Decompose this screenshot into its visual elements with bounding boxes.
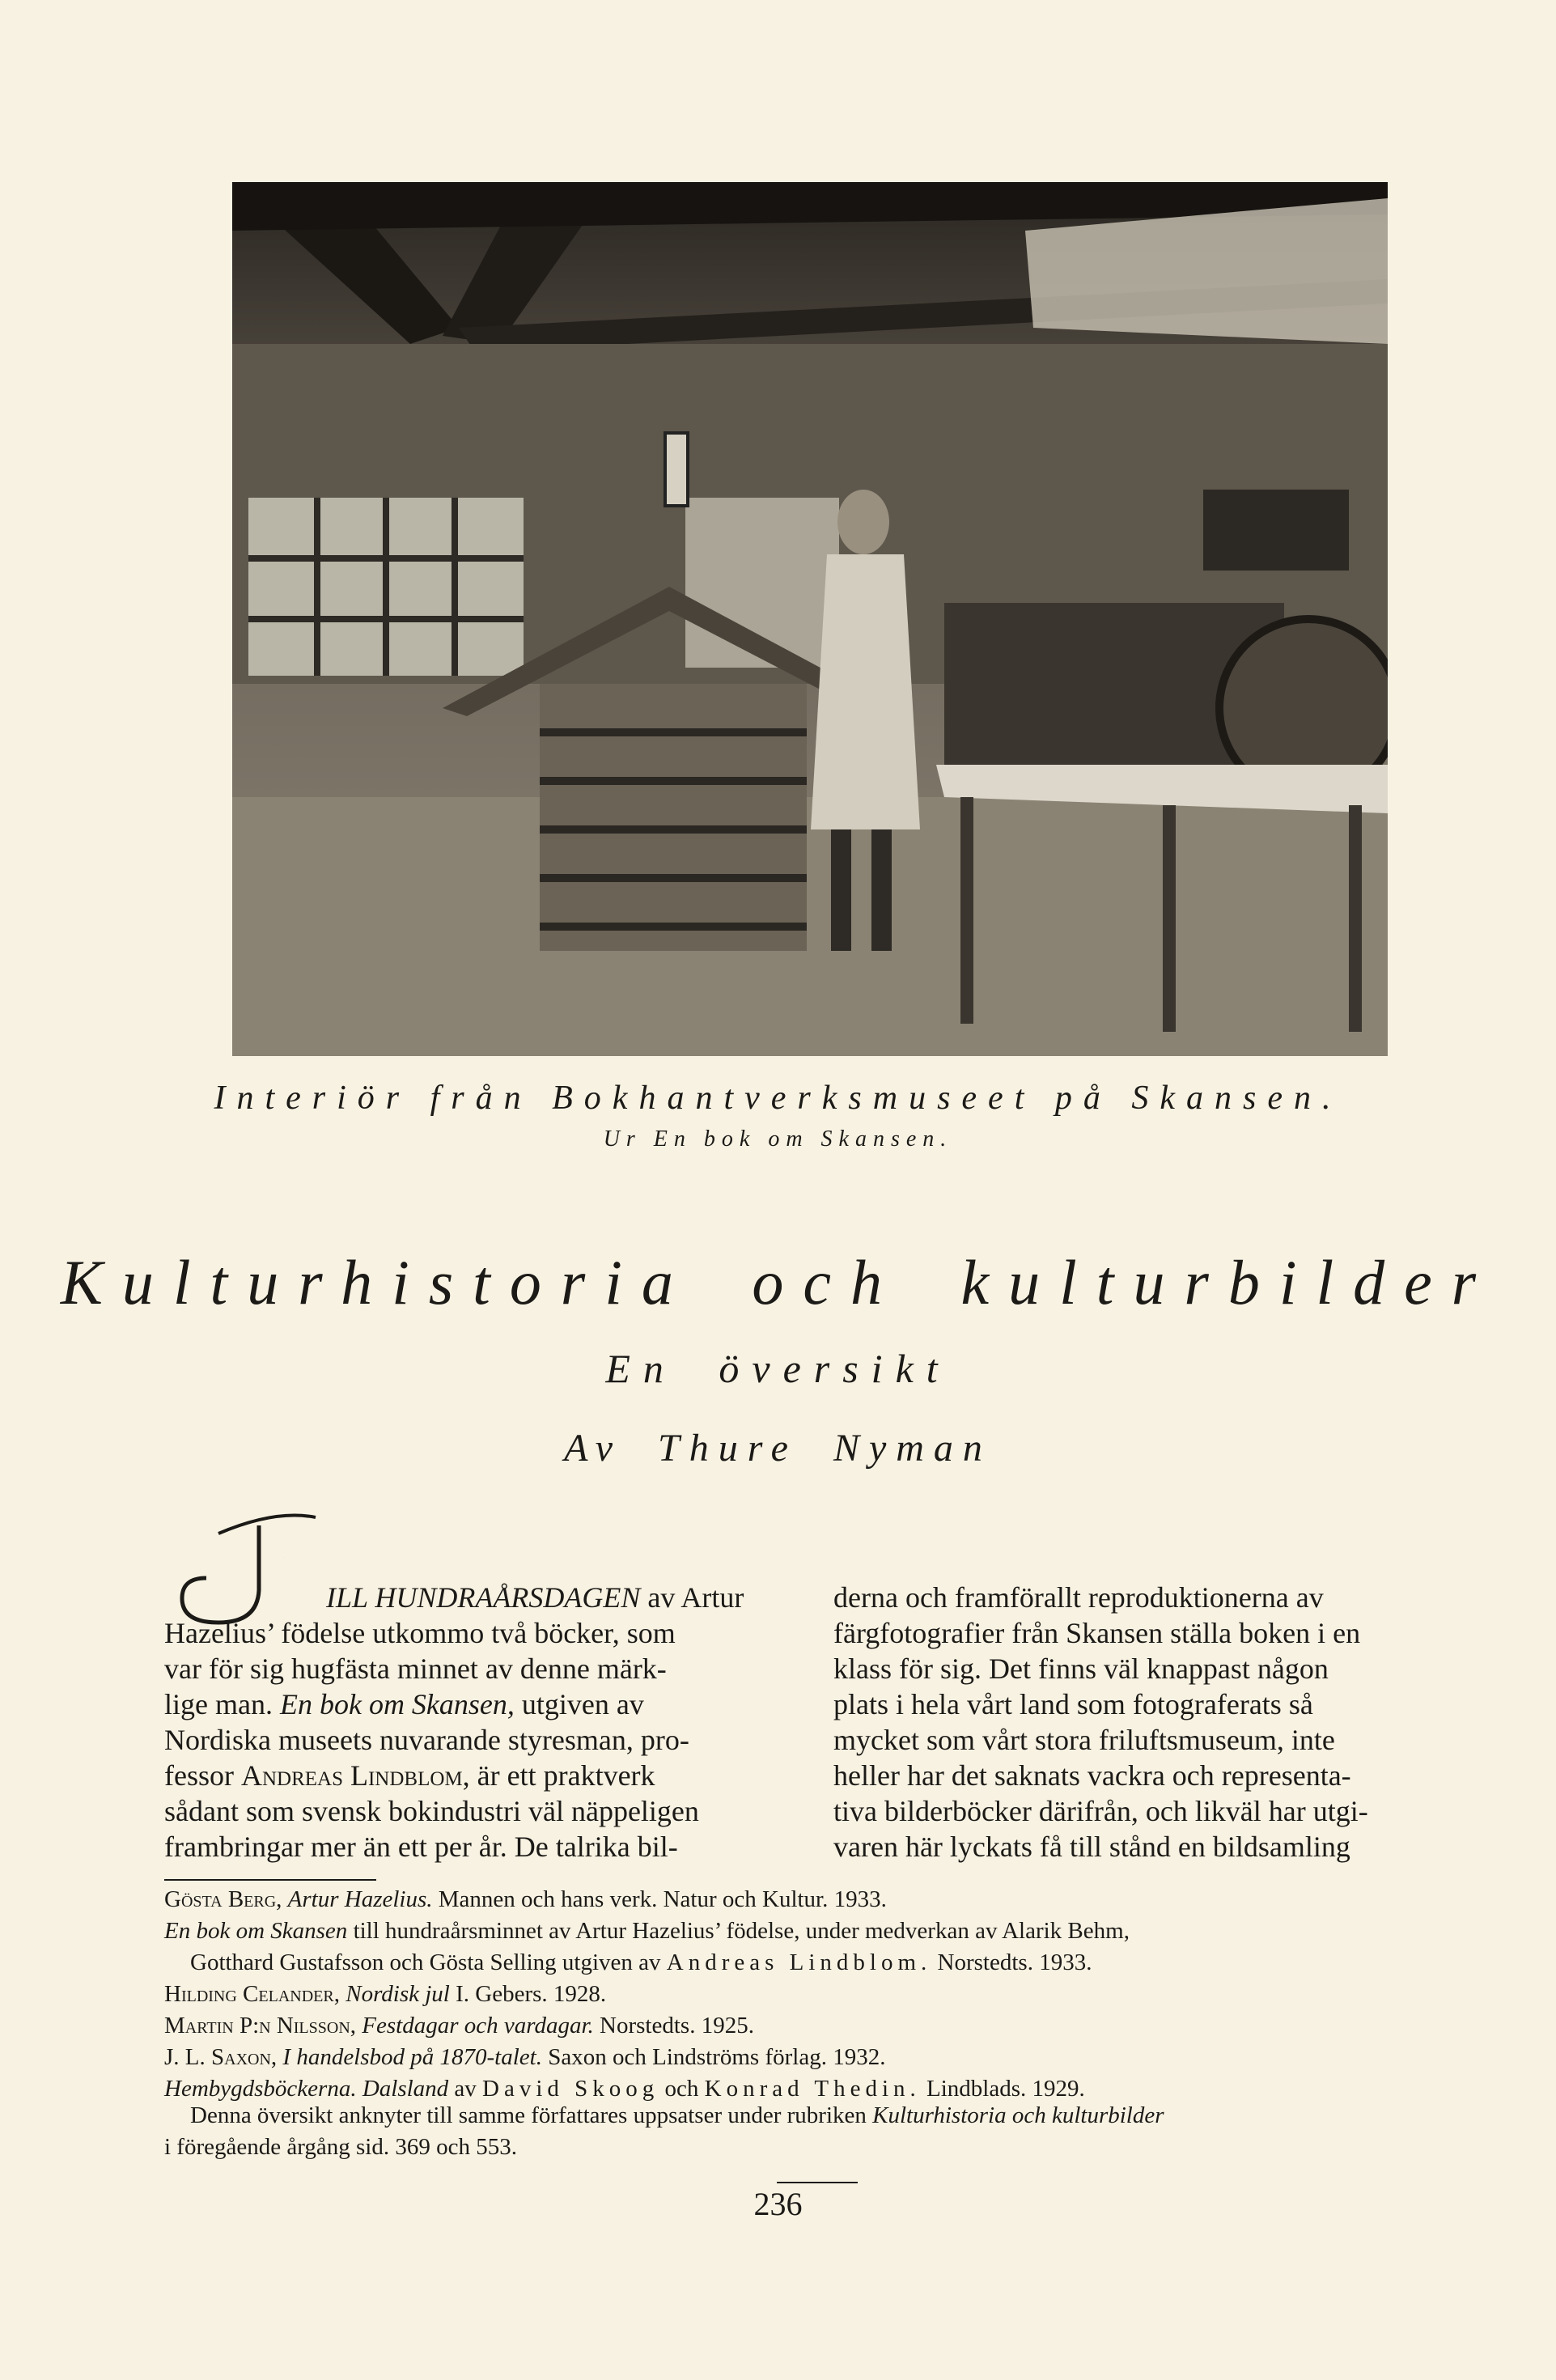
left-column [164, 1580, 803, 1865]
left-p3: är ett praktverk sådant som svensk bokindustri väl näppeligen frambringar mer än ett per år. De talrika bil- [164, 1759, 699, 1863]
page-number-rule [777, 2182, 858, 2183]
reference-item: Hembygdsböckerna. Dalsland av David Skoog och Konrad Thedin. Lindblads. 1929. [164, 2076, 1085, 2102]
right-column: derna och framförallt reproduktionerna av färgfotografier från Skansen ställa boken i en klass för sig. Det finns väl knappast någon plats i hela vårt land som fotograferats så mycket som vårt stora friluftsmuseum, inte heller har det saknats vackra och representa- tiva bilderböcker därifrån, och likväl har utgi- varen här lyckats få till stånd en bildsamling [833, 1581, 1368, 1863]
drop-cap-letter: T [283, 1558, 284, 1559]
photo-credit: Ur En bok om Skansen. [603, 1126, 953, 1152]
footnote-rule [164, 1879, 376, 1881]
cross-reference-note: Denna översikt anknyter till samme författares uppsatser under rubriken Kulturhistoria och kulturbilder i föregående årgång sid. 369 och 553. [164, 2102, 1164, 2160]
reference-item: En bok om Skansen till hundraårsminnet av Artur Hazelius’ födelse, under medverkan av Alarik Behm, [164, 1918, 1130, 1944]
left-p1: av Artur Hazelius’ födelse utkommo två böcker, som var för sig hugfästa minnet av denne märk- lige man. [164, 1581, 744, 1720]
article-author: Av Thure Nyman [564, 1427, 992, 1470]
reference-list [164, 1884, 1475, 2105]
article-title: Kulturhistoria och kulturbilder [60, 1247, 1496, 1317]
reference-item: Hilding Celander, Nordisk jul I. Gebers. 1928. [164, 1981, 607, 2007]
book-title-inline: En bok om Skansen, [279, 1688, 515, 1720]
workshop-photo [232, 182, 1388, 1056]
editor-name: Andreas Lindblom, [240, 1759, 470, 1792]
article-subtitle: En översikt [605, 1346, 951, 1391]
reference-item-cont: Gotthard Gustafsson och Gösta Selling utgiven av Andreas Lindblom. Norstedts. 1933. [190, 1949, 1092, 1975]
lead-italic: ILL HUNDRAÅRSDAGEN [326, 1581, 641, 1614]
reference-item: Gösta Berg, Artur Hazelius. Mannen och hans verk. Natur och Kultur. 1933. [164, 1886, 887, 1912]
page-number: 236 [753, 2186, 803, 2222]
photo-caption: Interiör från Bokhantverksmuseet på Skansen. [214, 1080, 1342, 1117]
left-p2: utgiven av Nordiska museets nuvarande styresman, pro- fessor [164, 1688, 689, 1792]
reference-item: J. L. Saxon, I handelsbod på 1870-talet. Saxon och Lindströms förlag. 1932. [164, 2044, 886, 2070]
reference-item: Martin P:n Nilsson, Festdagar och vardagar. Norstedts. 1925. [164, 2013, 754, 2038]
